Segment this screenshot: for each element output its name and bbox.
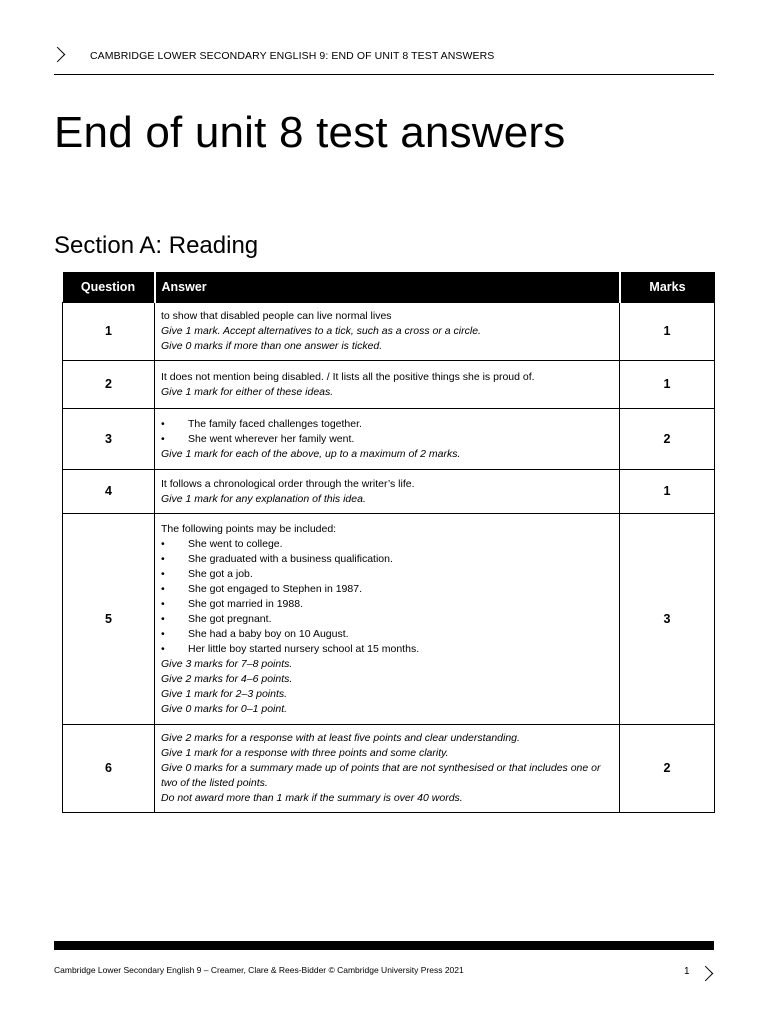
answer-text: She graduated with a business qualification.	[188, 552, 393, 565]
chevron-right-icon	[50, 47, 66, 63]
bullet-icon: •	[161, 417, 165, 430]
question-number: 2	[63, 361, 155, 409]
bullet-icon: •	[161, 612, 165, 625]
marking-guidance: Give 1 mark for 2–3 points.	[161, 687, 288, 700]
answer-text: The following points may be included:	[161, 522, 337, 535]
question-number: 6	[63, 725, 155, 813]
answer-text: She got a job.	[188, 567, 253, 580]
answer-cell	[155, 303, 620, 361]
answer-cell	[155, 514, 620, 725]
answer-text: It follows a chronological order through the writer’s life.	[161, 477, 415, 490]
chevron-right-icon	[698, 966, 714, 982]
marking-guidance: Give 1 mark for any explanation of this idea.	[161, 492, 366, 505]
question-number: 4	[63, 470, 155, 514]
table-row	[63, 409, 715, 470]
marks-value: 2	[620, 725, 715, 813]
bullet-point	[161, 627, 613, 642]
bullet-icon: •	[161, 552, 165, 565]
answer-cell	[155, 361, 620, 409]
table-header-row	[63, 272, 715, 303]
bullet-icon: •	[161, 597, 165, 610]
answer-text: Her little boy started nursery school at 15 months.	[188, 642, 420, 655]
marking-guidance: Give 1 mark for either of these ideas.	[161, 385, 334, 398]
answer-text: She went wherever her family went.	[188, 432, 355, 445]
table-row	[63, 361, 715, 409]
bullet-point	[161, 567, 613, 582]
marking-guidance: Give 1 mark. Accept alternatives to a tick, such as a cross or a circle.	[161, 325, 481, 337]
bullet-point	[161, 642, 613, 657]
answer-cell	[155, 470, 620, 514]
marking-guidance: Give 3 marks for 7–8 points.	[161, 657, 293, 670]
bullet-point	[161, 582, 613, 597]
answer-cell	[155, 409, 620, 470]
marking-guidance: Give 2 marks for a response with at least five points and clear understanding.	[161, 732, 520, 744]
marks-value: 3	[620, 514, 715, 725]
answer-text: It does not mention being disabled. / It lists all the positive things she is proud of.	[161, 370, 535, 383]
footer-bar	[54, 941, 714, 950]
question-number: 5	[63, 514, 155, 725]
bullet-icon: •	[161, 642, 165, 655]
marks-value: 2	[620, 409, 715, 470]
marking-guidance: Give 0 marks for 0–1 point.	[161, 702, 288, 715]
header-title: CAMBRIDGE LOWER SECONDARY ENGLISH 9: END OF UNIT 8 TEST ANSWERS	[90, 50, 495, 62]
marks-value: 1	[620, 361, 715, 409]
marking-guidance: Give 1 mark for a response with three points and some clarity.	[161, 747, 449, 759]
answer-text: She went to college.	[188, 537, 283, 550]
question-number: 3	[63, 409, 155, 470]
table-row	[63, 470, 715, 514]
question-number: 1	[63, 303, 155, 361]
page-title: End of unit 8 test answers	[54, 108, 566, 157]
answer-text: She got engaged to Stephen in 1987.	[188, 582, 362, 595]
table-row	[63, 303, 715, 361]
table-row	[63, 725, 715, 813]
bullet-icon: •	[161, 627, 165, 640]
marks-value: 1	[620, 303, 715, 361]
bullet-point	[161, 432, 613, 447]
page-header	[54, 44, 714, 75]
marks-value: 1	[620, 470, 715, 514]
marking-guidance: Give 1 mark for each of the above, up to a maximum of 2 marks.	[161, 447, 461, 460]
answer-text: to show that disabled people can live normal lives	[161, 310, 392, 322]
bullet-icon: •	[161, 567, 165, 580]
bullet-icon: •	[161, 582, 165, 595]
bullet-point	[161, 552, 613, 567]
marking-guidance: Give 0 marks if more than one answer is ticked.	[161, 340, 383, 352]
column-header-question: Question	[63, 272, 155, 303]
answer-cell	[155, 725, 620, 813]
bullet-point	[161, 597, 613, 612]
page-number: 1	[684, 966, 690, 977]
answer-text: She got married in 1988.	[188, 597, 303, 610]
table-row	[63, 514, 715, 725]
marking-guidance: Do not award more than 1 mark if the summary is over 40 words.	[161, 792, 463, 804]
marking-guidance: Give 0 marks for a summary made up of points that are not synthesised or that includes one or two of the listed points.	[161, 762, 601, 789]
column-header-marks: Marks	[620, 272, 715, 303]
bullet-point	[161, 612, 613, 627]
column-header-answer: Answer	[155, 272, 620, 303]
section-title: Section A: Reading	[54, 232, 259, 259]
bullet-icon: •	[161, 432, 165, 445]
answer-text: She got pregnant.	[188, 612, 272, 625]
answer-text: She had a baby boy on 10 August.	[188, 627, 349, 640]
marking-guidance: Give 2 marks for 4–6 points.	[161, 672, 293, 685]
bullet-icon: •	[161, 537, 165, 550]
footer-copyright: Cambridge Lower Secondary English 9 – Creamer, Clare & Rees-Bidder © Cambridge University Press 2021	[54, 965, 464, 975]
answers-table	[62, 272, 715, 813]
bullet-point	[161, 417, 613, 432]
bullet-point	[161, 537, 613, 552]
answer-text: The family faced challenges together.	[188, 417, 362, 430]
